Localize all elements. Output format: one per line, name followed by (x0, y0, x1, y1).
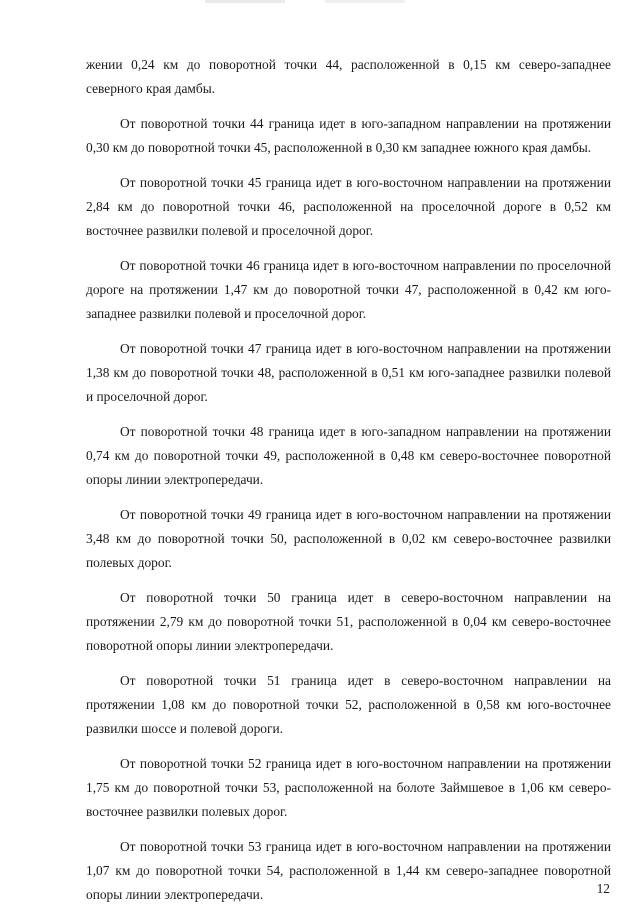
paragraph-point-46: От поворотной точки 46 граница идет в юго-восточном направлении по проселочной дороге на протяжении 1,47 км до поворотной точки 47, расположенной в 0,42 км юго-западнее развилки полевой и проселочной дорог. (86, 258, 611, 321)
paragraph-continuation: жении 0,24 км до поворотной точки 44, расположенной в 0,15 км северо-западнее северного края дамбы. (86, 57, 611, 96)
paragraph-point-48: От поворотной точки 48 граница идет в юго-западном направлении на протяжении 0,74 км до поворотной точки 49, расположенной в 0,48 км северо-восточнее поворотной опоры линии электропередачи. (86, 424, 611, 487)
document-body (86, 53, 611, 918)
paragraph-point-47: От поворотной точки 47 граница идет в юго-восточном направлении на протяжении 1,38 км до поворотной точки 48, расположенной в 0,51 км юго-западнее развилки полевой и проселочной дорог. (86, 341, 611, 404)
paragraph-point-49: От поворотной точки 49 граница идет в юго-восточном направлении на протяжении 3,48 км до поворотной точки 50, расположенной в 0,02 км северо-восточнее развилки полевых дорог. (86, 507, 611, 570)
paragraph-point-52: От поворотной точки 52 граница идет в юго-восточном направлении на протяжении 1,75 км до поворотной точки 53, расположенной на болоте Займшевое в 1,06 км северо-восточнее развилки полевых дорог. (86, 756, 611, 819)
scan-artifact (205, 0, 405, 3)
paragraph-point-50: От поворотной точки 50 граница идет в северо-восточном направлении на протяжении 2,79 км до поворотной точки 51, расположенной в 0,04 км северо-восточнее поворотной опоры линии электропередачи. (86, 590, 611, 653)
page-number: 12 (596, 881, 610, 896)
paragraph-point-44: От поворотной точки 44 граница идет в юго-западном направлении на протяжении 0,30 км до поворотной точки 45, расположенной в 0,30 км западнее южного края дамбы. (86, 116, 611, 155)
paragraph-point-53: От поворотной точки 53 граница идет в юго-восточном направлении на протяжении 1,07 км до поворотной точки 54, расположенной в 1,44 км северо-западнее поворотной опоры линии электропередачи. (86, 839, 611, 902)
paragraph-point-45: От поворотной точки 45 граница идет в юго-восточном направлении на протяжении 2,84 км до поворотной точки 46, расположенной на проселочной дороге в 0,52 км восточнее развилки полевой и проселочной дорог. (86, 175, 611, 238)
paragraph-point-51: От поворотной точки 51 граница идет в северо-восточном направлении на протяжении 1,08 км до поворотной точки 52, расположенной в 0,58 км юго-восточнее развилки шоссе и полевой дороги. (86, 673, 611, 736)
